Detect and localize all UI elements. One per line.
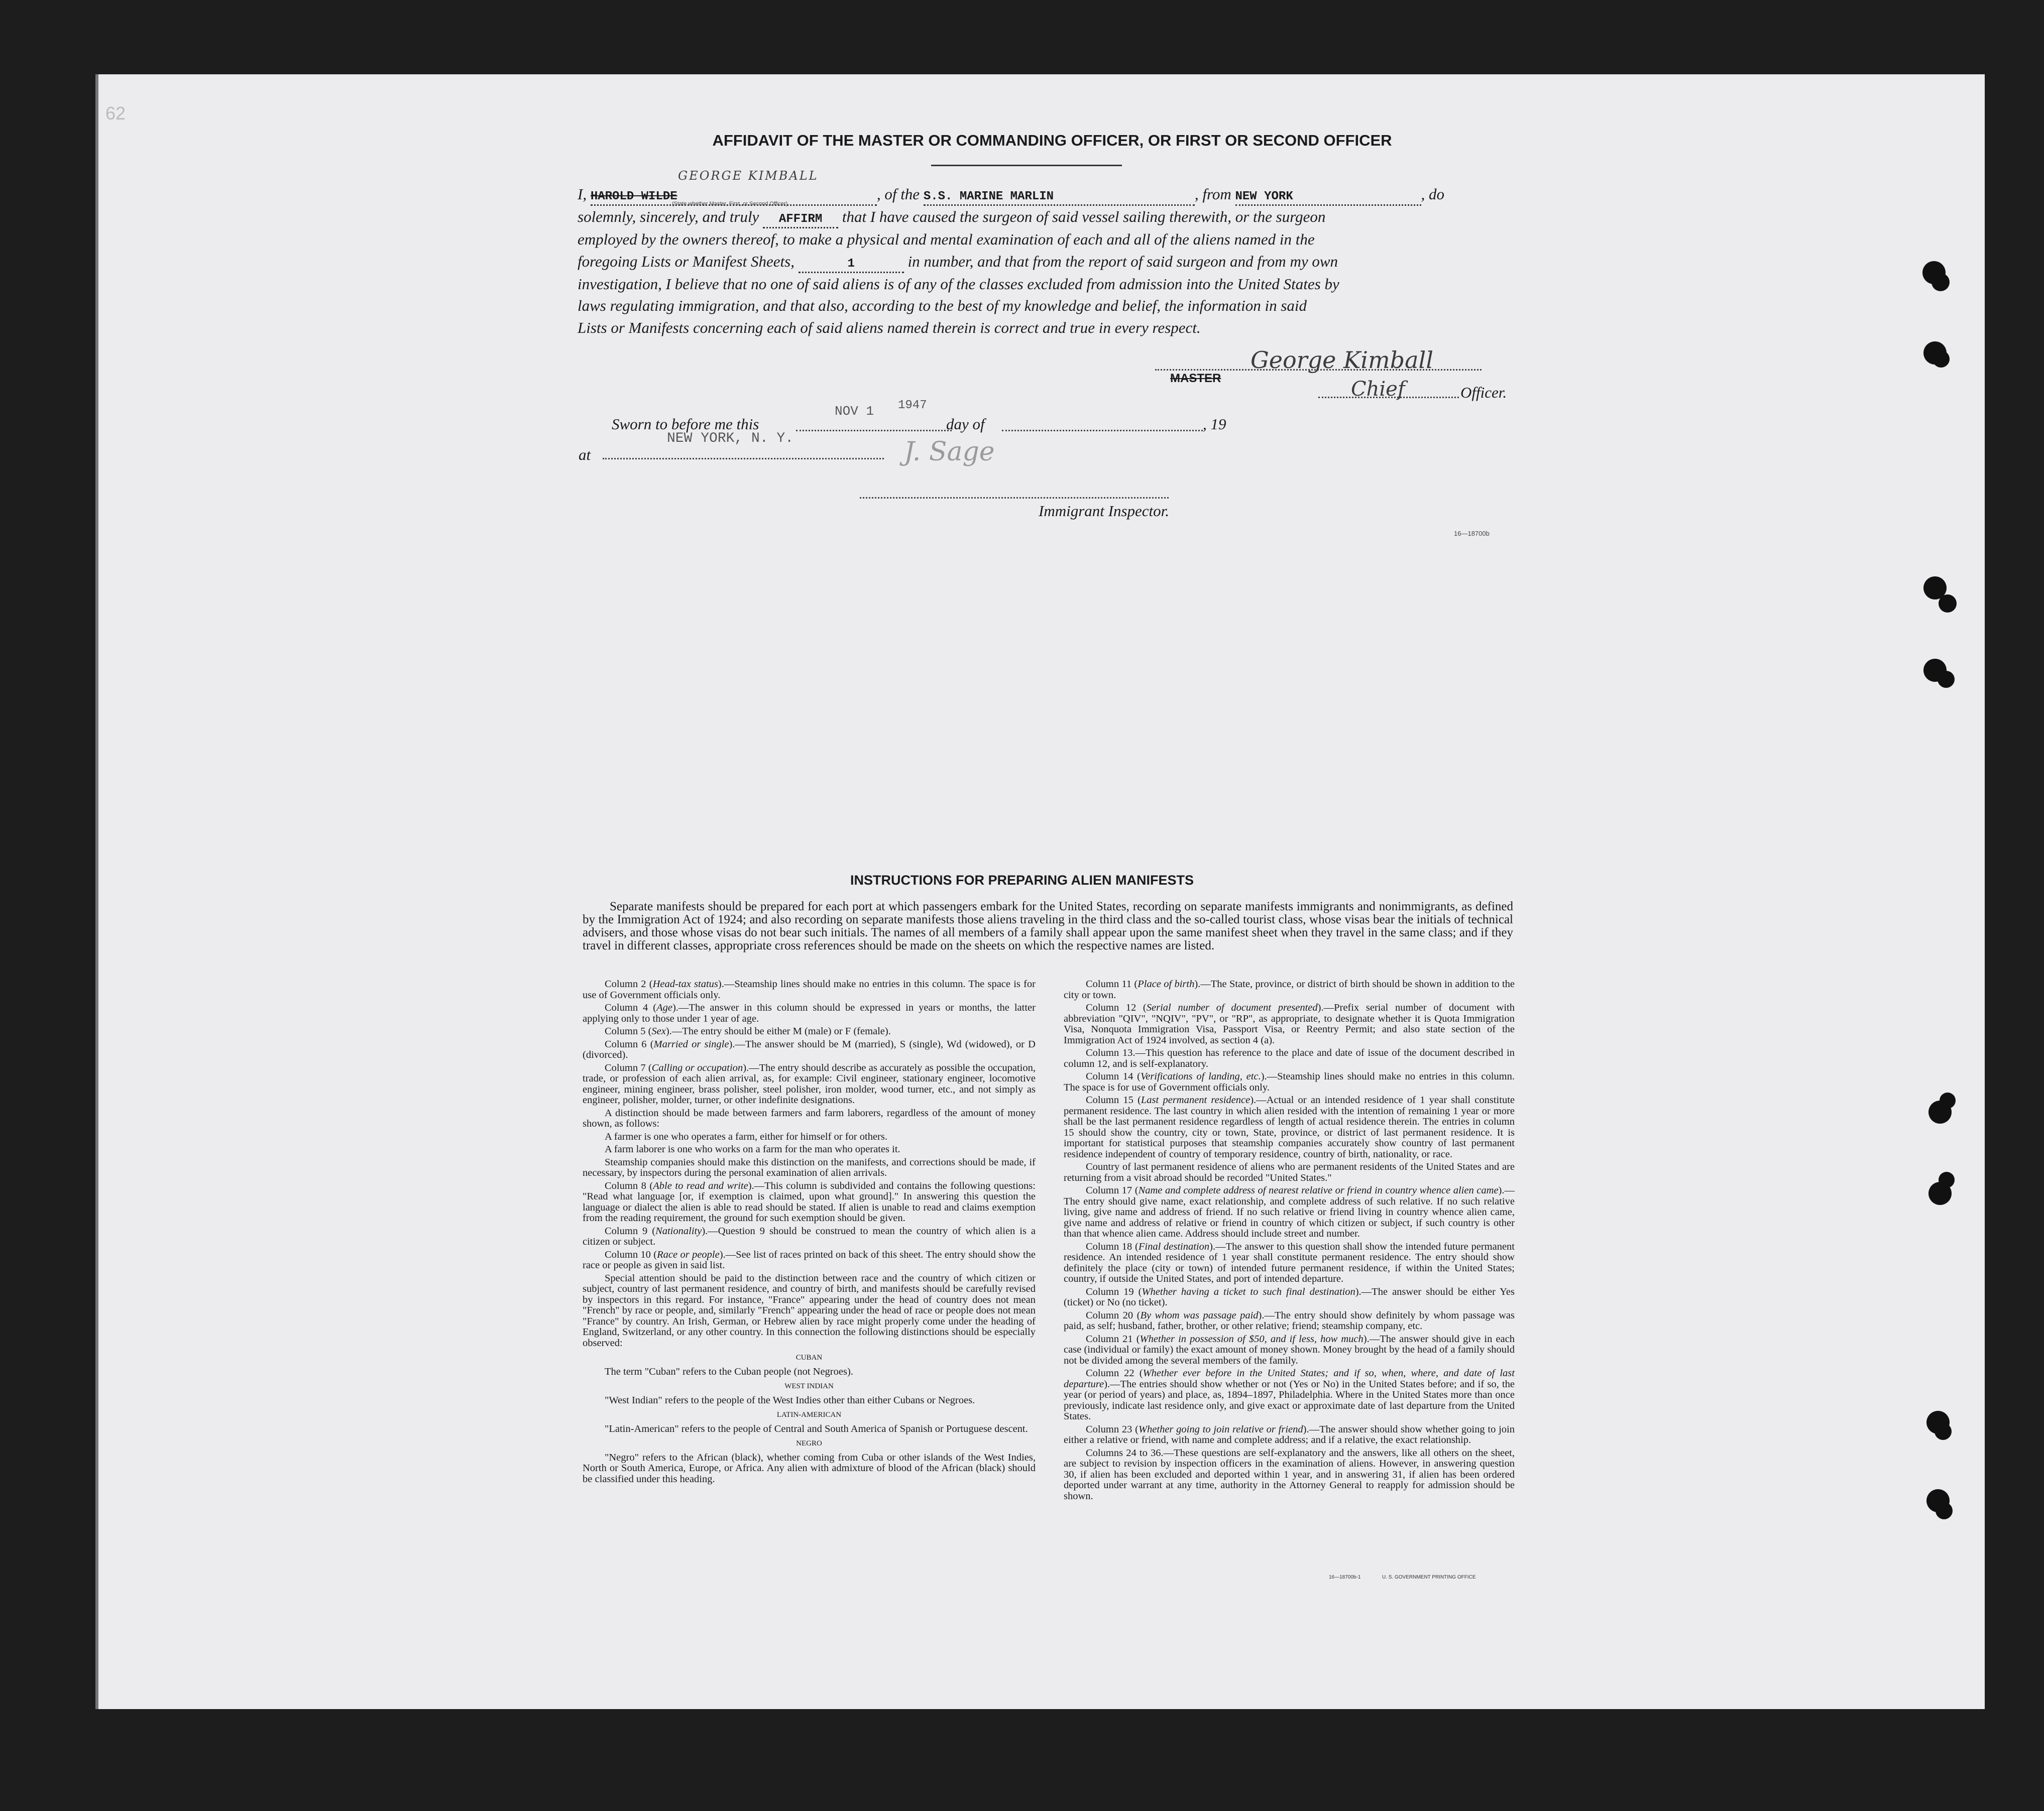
instructions-left-column <box>583 979 1036 1487</box>
instruction-paragraph: Column 2 (Head-tax status).—Steamship lines should make no entries in this column. The space is for use of Government officials only. <box>583 979 1036 1001</box>
punch-hole <box>1939 1172 1955 1188</box>
ship-name-field: S.S. MARINE MARLIN <box>924 189 1195 206</box>
title-rule <box>931 165 1122 166</box>
affidavit-line-1: I, HAROLD WILDE , of the S.S. MARINE MARLIN , from NEW YORK , do <box>578 183 1513 206</box>
footer-code: 16—18700b-1 <box>1329 1575 1361 1580</box>
instruction-paragraph: Column 20 (By whom was passage paid).—The entry should show definitely by whom passage was paid, as self; husband, father, brother, or other relative; friend; steamship company, etc. <box>1064 1309 1515 1332</box>
race-definition: "Negro" refers to the African (black), whether coming from Cuba or other islands of the West Indies, North or South America, Europe, or Africa. Any alien with admixture of blood of the African (black) should be classified under this heading. <box>583 1452 1036 1485</box>
affidavit-line-3: employed by the owners thereof, to make a physical and mental examination of each and all of the aliens named in the <box>578 230 1315 248</box>
officer-rank-note: (State whether Master, First, or Second Officer) <box>672 201 788 207</box>
instructions-right-column <box>1064 979 1515 1504</box>
instructions-title: INSTRUCTIONS FOR PREPARING ALIEN MANIFESTS <box>850 873 1194 888</box>
race-heading: WEST INDIAN <box>784 1382 834 1390</box>
race-heading: LATIN-AMERICAN <box>776 1411 842 1419</box>
instruction-paragraph: Column 15 (Last permanent residence).—Actual or an intended residence of 1 year shall constitute permanent residence. The last country in which alien resided with the intention of remaining 1 year or more shall be the last permanent residence regardless of length of actual residence therein. The entries in column 15 should show the country, city or town, State, province, or district of last permanent residence. It is important for statistical purposes that steamship companies accurately show country of last permanent residence independent of country of temporary residence, country of birth, nationality, or race. <box>1064 1095 1515 1160</box>
race-heading: NEGRO <box>796 1439 822 1447</box>
punch-hole <box>1940 1093 1956 1109</box>
instruction-paragraph: Column 10 (Race or people).—See list of races printed on back of this sheet. The entry should show the race or people as given in said list. <box>583 1249 1036 1271</box>
inspector-line <box>860 497 1169 499</box>
at-label: at <box>579 446 591 463</box>
chief-handwritten: Chief <box>1351 378 1405 401</box>
race-definition: "West Indian" refers to the people of the West Indies other than either Cubans or Negroes. <box>605 1394 975 1406</box>
instruction-paragraph: Column 17 (Name and complete address of nearest relative or friend in country whence alien came).—The entry should give name, exact relationship, and complete address of such relative. If no such relative living, give name and address of friend. If no such relative or friend living in country whence alien came, give name and address of relative or friend in country of which citizen or subject, if such country is other than that whence alien came. Address should include street and number. <box>1064 1185 1515 1239</box>
punch-hole <box>1939 594 1957 613</box>
inspector-signature: J. Sage <box>904 437 995 467</box>
affidavit-title: AFFIDAVIT OF THE MASTER OR COMMANDING OFFICER, OR FIRST OR SECOND OFFICER <box>712 132 1392 149</box>
instruction-paragraph: Country of last permanent residence of aliens who are permanent residents of the United States and are returning from a visit abroad should be recorded "United States." <box>1064 1161 1515 1183</box>
affidavit-line-5: investigation, I believe that no one of said aliens is of any of the classes excluded from admission into the United States by <box>578 275 1339 293</box>
instruction-paragraph: Column 9 (Nationality).—Question 9 should be construed to mean the country of which alien is a citizen or subject. <box>583 1225 1036 1247</box>
instruction-paragraph: Column 23 (Whether going to join relative or friend).—The answer should show whether going to join either a relative or friend, with name and complete address; and if a relative, the exact relationship. <box>1064 1423 1515 1445</box>
page-marks: 62 <box>105 103 126 124</box>
date-stamp: NOV 1 <box>835 404 874 419</box>
instruction-paragraph: Column 14 (Verifications of landing, etc.).—Steamship lines should make no entries in this column. The space is for use of Government officials only. <box>1064 1071 1515 1093</box>
instruction-paragraph: Column 11 (Place of birth).—The State, province, or district of birth should be shown in addition to the city or town. <box>1064 979 1515 1001</box>
punch-hole <box>1935 1423 1952 1440</box>
sworn-label: Sworn to before me this <box>612 415 759 433</box>
day-of-label: day of <box>946 415 985 433</box>
race-definition: The term "Cuban" refers to the Cuban people (not Negroes). <box>605 1366 853 1377</box>
instruction-paragraph: A distinction should be made between farmers and farm laborers, regardless of the amount of money shown, as follows: <box>583 1107 1036 1129</box>
punch-hole <box>1936 1502 1953 1519</box>
instruction-paragraph: Column 6 (Married or single).—The answer should be M (married), S (single), Wd (widowed), or D (divorced). <box>583 1038 1036 1060</box>
instruction-paragraph: Column 22 (Whether ever before in the United States; and if so, when, where, and date of last departure).—The entries should show whether or not (Yes or No) in the United States before; and if so, the year (or period of years) and place, as, 1894–1897, Philadelphia. Where in the United States more than once previously, indicate last residence only, and give exact or approximate date of last departure from the United States. <box>1064 1368 1515 1422</box>
master-struck-label: MASTER <box>1170 372 1221 385</box>
master-signature: George Kimball <box>1251 346 1433 374</box>
form-number: 16—18700b <box>1454 530 1490 537</box>
inspector-label: Immigrant Inspector. <box>1039 502 1170 520</box>
port-field: NEW YORK <box>1235 189 1421 206</box>
instruction-paragraph: Column 7 (Calling or occupation).—The entry should describe as accurately as possible the occupation, trade, or profession of each alien arrival, as, for example: Civil engineer, stationary engineer, locomotive engineer, mining engineer, brass polisher, steel polisher, iron molder, wood turner, etc., and not simply as engineer, polisher, molder, turner, or other indefinite designations. <box>583 1062 1036 1106</box>
instruction-paragraph: Column 18 (Final destination).—The answer to this question shall show the intended future permanent residence. An intended residence of 1 year shall constitute permanent residence. The entry should show definitely the place (city or town) of intended future permanent residence, if within the United States; country, if outside the United States, and port of intended departure. <box>1064 1241 1515 1284</box>
race-heading: CUBAN <box>796 1354 823 1362</box>
year-stamp: 1947 <box>898 399 927 412</box>
instructions-intro: Separate manifests should be prepared for each port at which passengers embark for the United States, recording on separate manifests immigrants and nonimmigrants, as defined by the Immigration Act of 1924; and also recording on separate manifests those aliens traveling in the third class and the so-called tourist class, whose visas bear the initials of technical advisers, and those whose visas do not bear such initials. The names of all members of a family shall appear upon the same manifest sheet when they travel in the same class; and if they travel in different classes, appropriate cross references should be made on the sheets on which the respective names are listed. <box>583 900 1513 952</box>
instruction-paragraph: Columns 24 to 36.—These questions are self-explanatory and the answers, like all others on the sheet, are subject to revision by inspection officers in the examination of aliens. However, in answering question 30, if alien has been excluded and deported within 1 year, and in answering 31, if alien has been ordered deported under warrant at any time, authority in the Attorney General to reapply for admission should be shown. <box>1064 1447 1515 1502</box>
punch-hole <box>1933 350 1950 368</box>
instruction-paragraph: Special attention should be paid to the distinction between race and the country of which citizen or subject, country of last permanent residence, and country of birth, and manifests should be carefully revised by inspectors in this regard. For instance, "France" appearing under the head of country does not mean "French" by race or people, and, similarly "French" appearing under the head of race or people does not mean "France" by country. An Irish, German, or Hebrew alien by race might properly come under the heading of England, Switzerland, or any other country. In this connection the following distinctions should be especially observed: <box>583 1272 1036 1349</box>
affidavit-line-4: foregoing Lists or Manifest Sheets, 1 in number, and that from the report of said surgeon and from my own <box>578 251 1513 273</box>
month-line <box>1002 430 1203 431</box>
instruction-paragraph: Column 21 (Whether in possession of $50, and if less, how much).—The answer should give in each case (individual or family) the exact amount of money shown. Money brought by the head of a family should not be divided among the several members of the family. <box>1064 1333 1515 1366</box>
sheet-count-field: 1 <box>799 257 904 273</box>
officer-line <box>1318 397 1459 398</box>
affidavit-line-6: laws regulating immigration, and that also, according to the best of my knowledge and belief, the information in said <box>578 297 1307 314</box>
officer-label: Officer. <box>1460 384 1507 401</box>
affidavit-line-7: Lists or Manifests concerning each of said aliens named therein is correct and true in every respect. <box>578 318 1201 336</box>
punch-hole <box>1938 671 1955 688</box>
instruction-paragraph: Column 8 (Able to read and write).—This column is subdivided and contains the following questions: "Read what language [or, if exemption is claimed, upon what ground]." In answering this question the language or dialect the alien is able to read should be stated. If alien is unable to read and claims exemption from the reading requirement, the ground for such exemption should be given. <box>583 1180 1036 1224</box>
instruction-paragraph: A farmer is one who operates a farm, either for himself or for others. <box>605 1131 887 1142</box>
instruction-paragraph: Column 13.—This question has reference to the place and date of issue of the document described in column 12, and is self-explanatory. <box>1064 1047 1515 1069</box>
instruction-paragraph: Steamship companies should make this distinction on the manifests, and corrections should be made, if necessary, by inspectors during the personal examination of alien arrivals. <box>583 1156 1036 1178</box>
instruction-paragraph: Column 4 (Age).—The answer in this column should be expressed in years or months, the latter applying only to those under 1 year of age. <box>583 1002 1036 1024</box>
place-line <box>603 458 884 459</box>
sworn-day-line <box>796 430 952 431</box>
punch-hole <box>1932 273 1950 291</box>
officer-name-field: HAROLD WILDE <box>591 189 877 206</box>
affidavit-line-2: solemnly, sincerely, and truly AFFIRM that I have caused the surgeon of said vessel sailing therewith, or the surgeon <box>578 206 1513 228</box>
year-prefix: , 19 <box>1203 415 1226 433</box>
race-definition: "Latin-American" refers to the people of Central and South America of Spanish or Portuguese descent. <box>605 1423 1028 1434</box>
instruction-paragraph: Column 12 (Serial number of document presented).—Prefix serial number of document with abbreviation "QIV", "NQIV", "PV", or "RP", as appropriate, to designate whether it is Quota Immigration Visa, Nonquota Immigration Visa, Passport Visa, or Reentry Permit; and also state section of the Immigration Act of 1924 involved, as section 4 (a). <box>1064 1002 1515 1046</box>
instruction-paragraph: A farm laborer is one who works on a farm for the man who operates it. <box>605 1144 900 1155</box>
place-stamp: NEW YORK, N. Y. <box>667 431 794 446</box>
signature-line <box>1155 369 1482 371</box>
instruction-paragraph: Column 19 (Whether having a ticket to such final destination).—The answer should be either Yes (ticket) or No (no ticket). <box>1064 1286 1515 1308</box>
instruction-paragraph: Column 5 (Sex).—The entry should be either M (male) or F (female). <box>605 1026 891 1037</box>
footer-office: U. S. GOVERNMENT PRINTING OFFICE <box>1382 1575 1476 1580</box>
affirm-field: AFFIRM <box>763 212 838 228</box>
handwritten-name: GEORGE KIMBALL <box>678 169 819 183</box>
